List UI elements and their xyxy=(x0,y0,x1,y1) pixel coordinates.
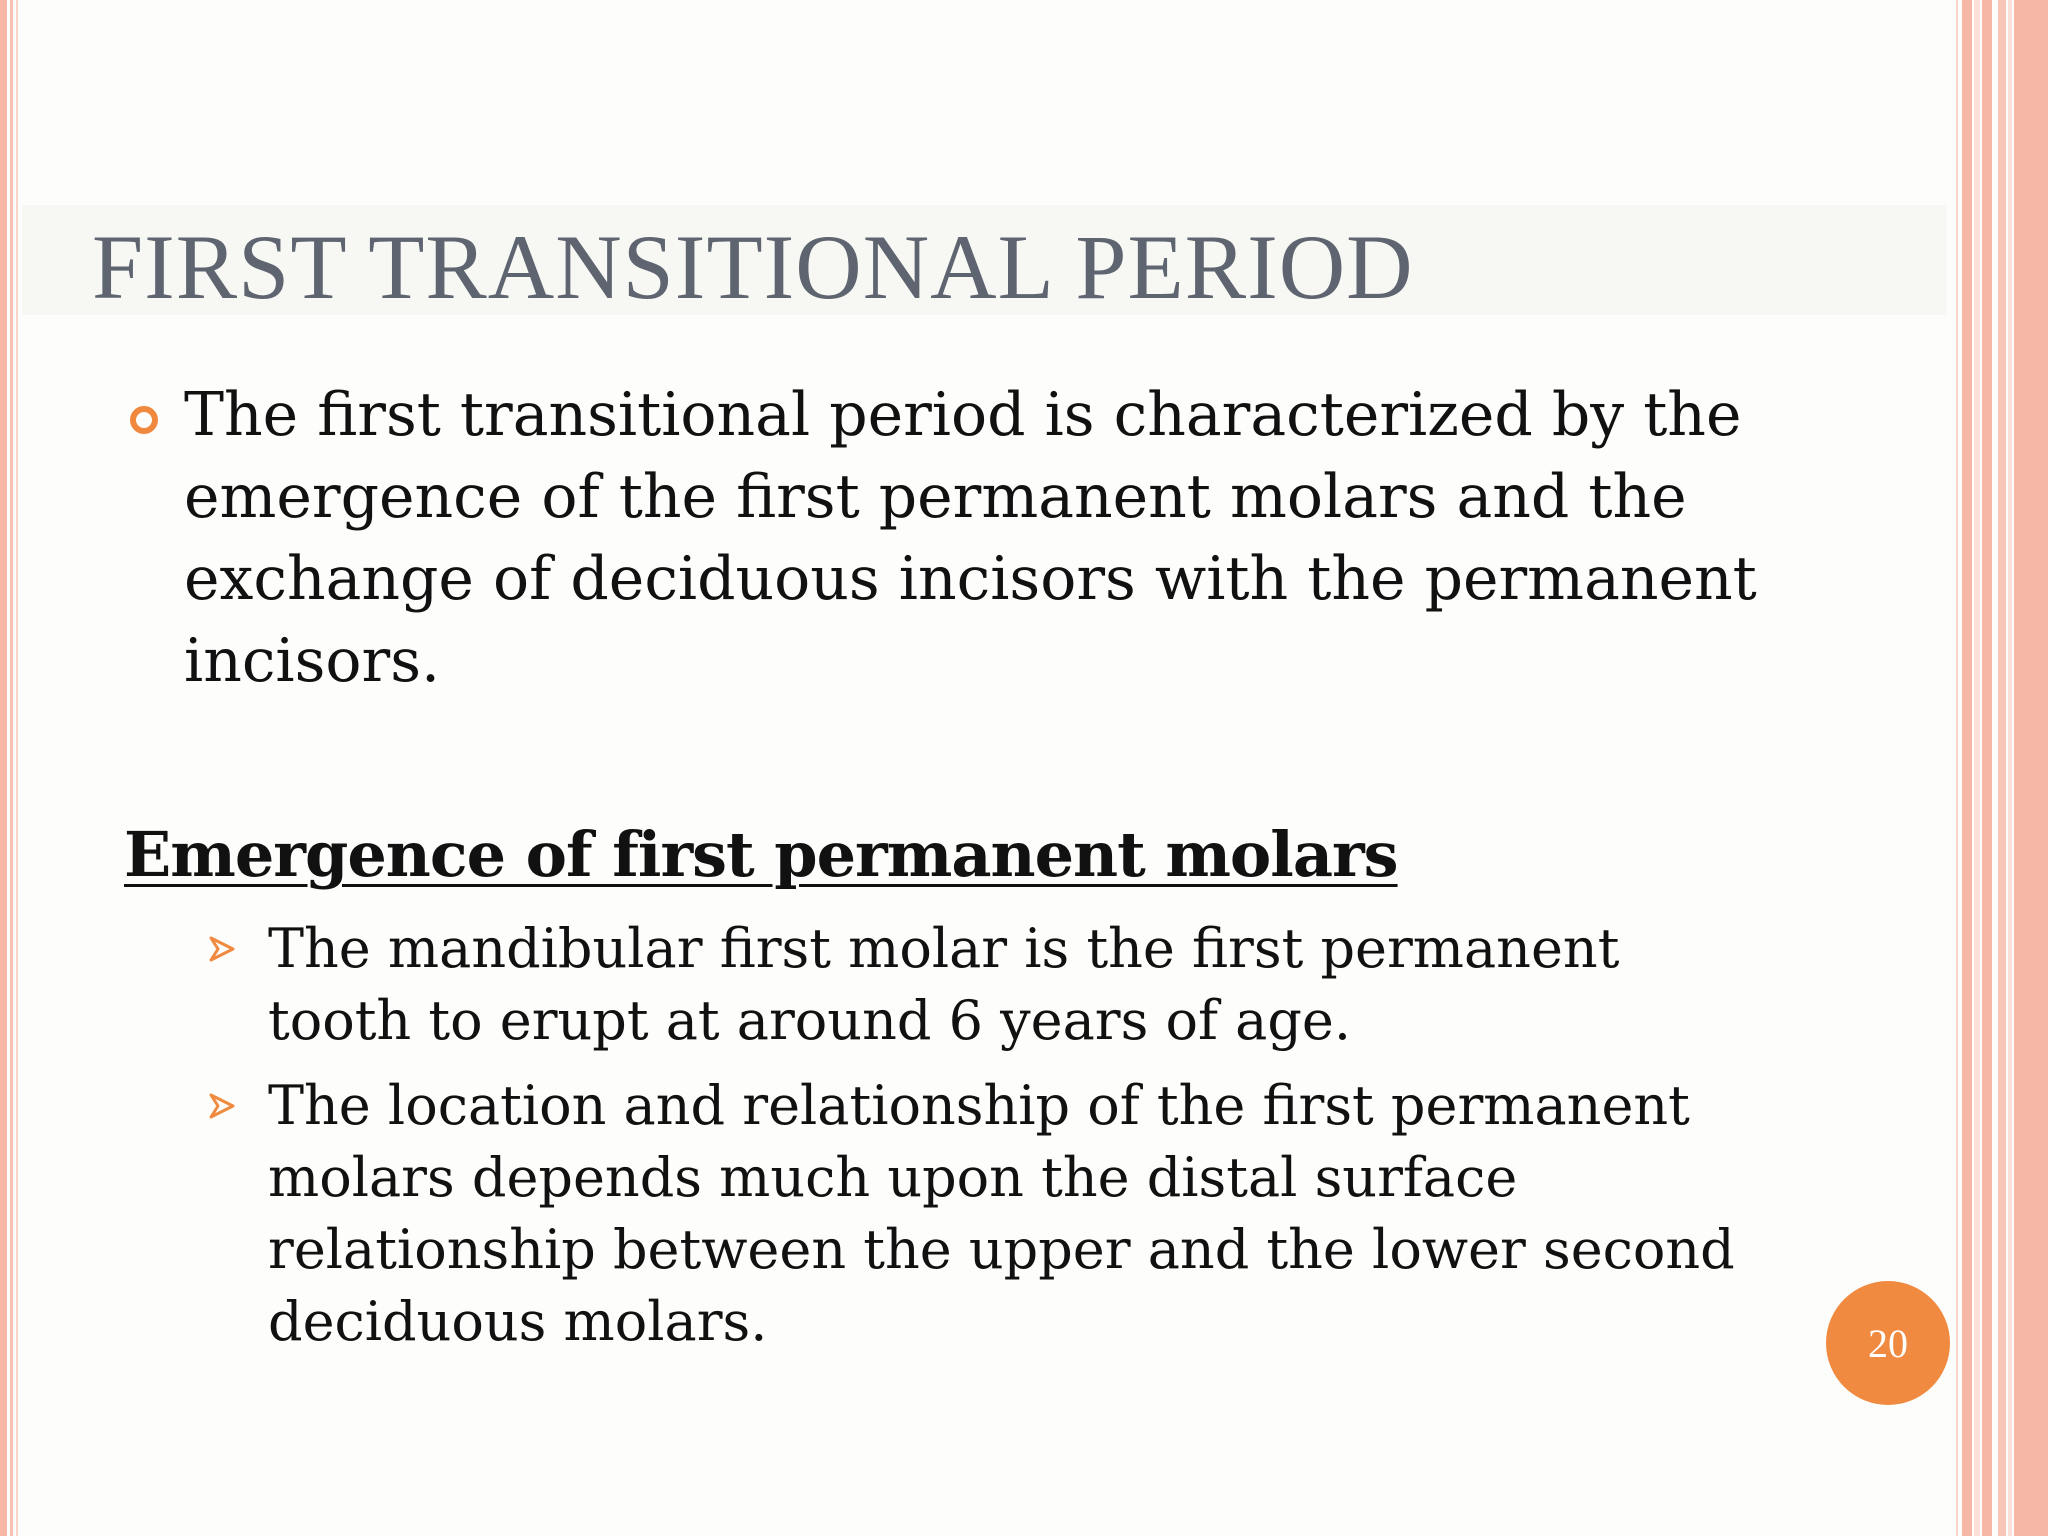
sub-bullet-text: The mandibular first molar is the first permanent tooth to erupt at around 6 years of age. xyxy=(268,917,1620,1052)
sub-bullet-text: The location and relationship of the first permanent molars depends much upon the distal surface relationship between the upper and the lower second deciduous molars. xyxy=(268,1074,1735,1353)
main-bullet-text: The first transitional period is characterized by the emergence of the first permanent molars and the exchange of deciduous incisors with the permanent incisors. xyxy=(184,380,1757,696)
right-border-stripe xyxy=(1998,0,2006,1536)
right-border-stripe xyxy=(1982,0,1992,1536)
right-border-stripe xyxy=(2008,0,2012,1536)
right-border-stripe xyxy=(1956,0,1958,1536)
right-border-stripe xyxy=(1974,0,1980,1536)
section-heading: Emergence of first permanent molars xyxy=(124,818,1398,891)
right-border-stripe xyxy=(2014,0,2048,1536)
slide-title: FIRST TRANSITIONAL PERIOD xyxy=(92,216,1414,318)
left-border-stripe xyxy=(10,0,13,1536)
right-border-stripe xyxy=(1962,0,1972,1536)
sub-bullet-item xyxy=(208,1070,1768,1370)
page-number-badge: 20 xyxy=(1826,1281,1950,1405)
sub-bullet-item xyxy=(208,913,1768,1063)
left-border-stripe xyxy=(16,0,18,1536)
arrow-bullet-icon xyxy=(208,1092,236,1120)
left-border-stripe xyxy=(0,0,7,1536)
hollow-circle-bullet-icon xyxy=(130,406,158,434)
arrow-bullet-icon xyxy=(208,935,236,963)
